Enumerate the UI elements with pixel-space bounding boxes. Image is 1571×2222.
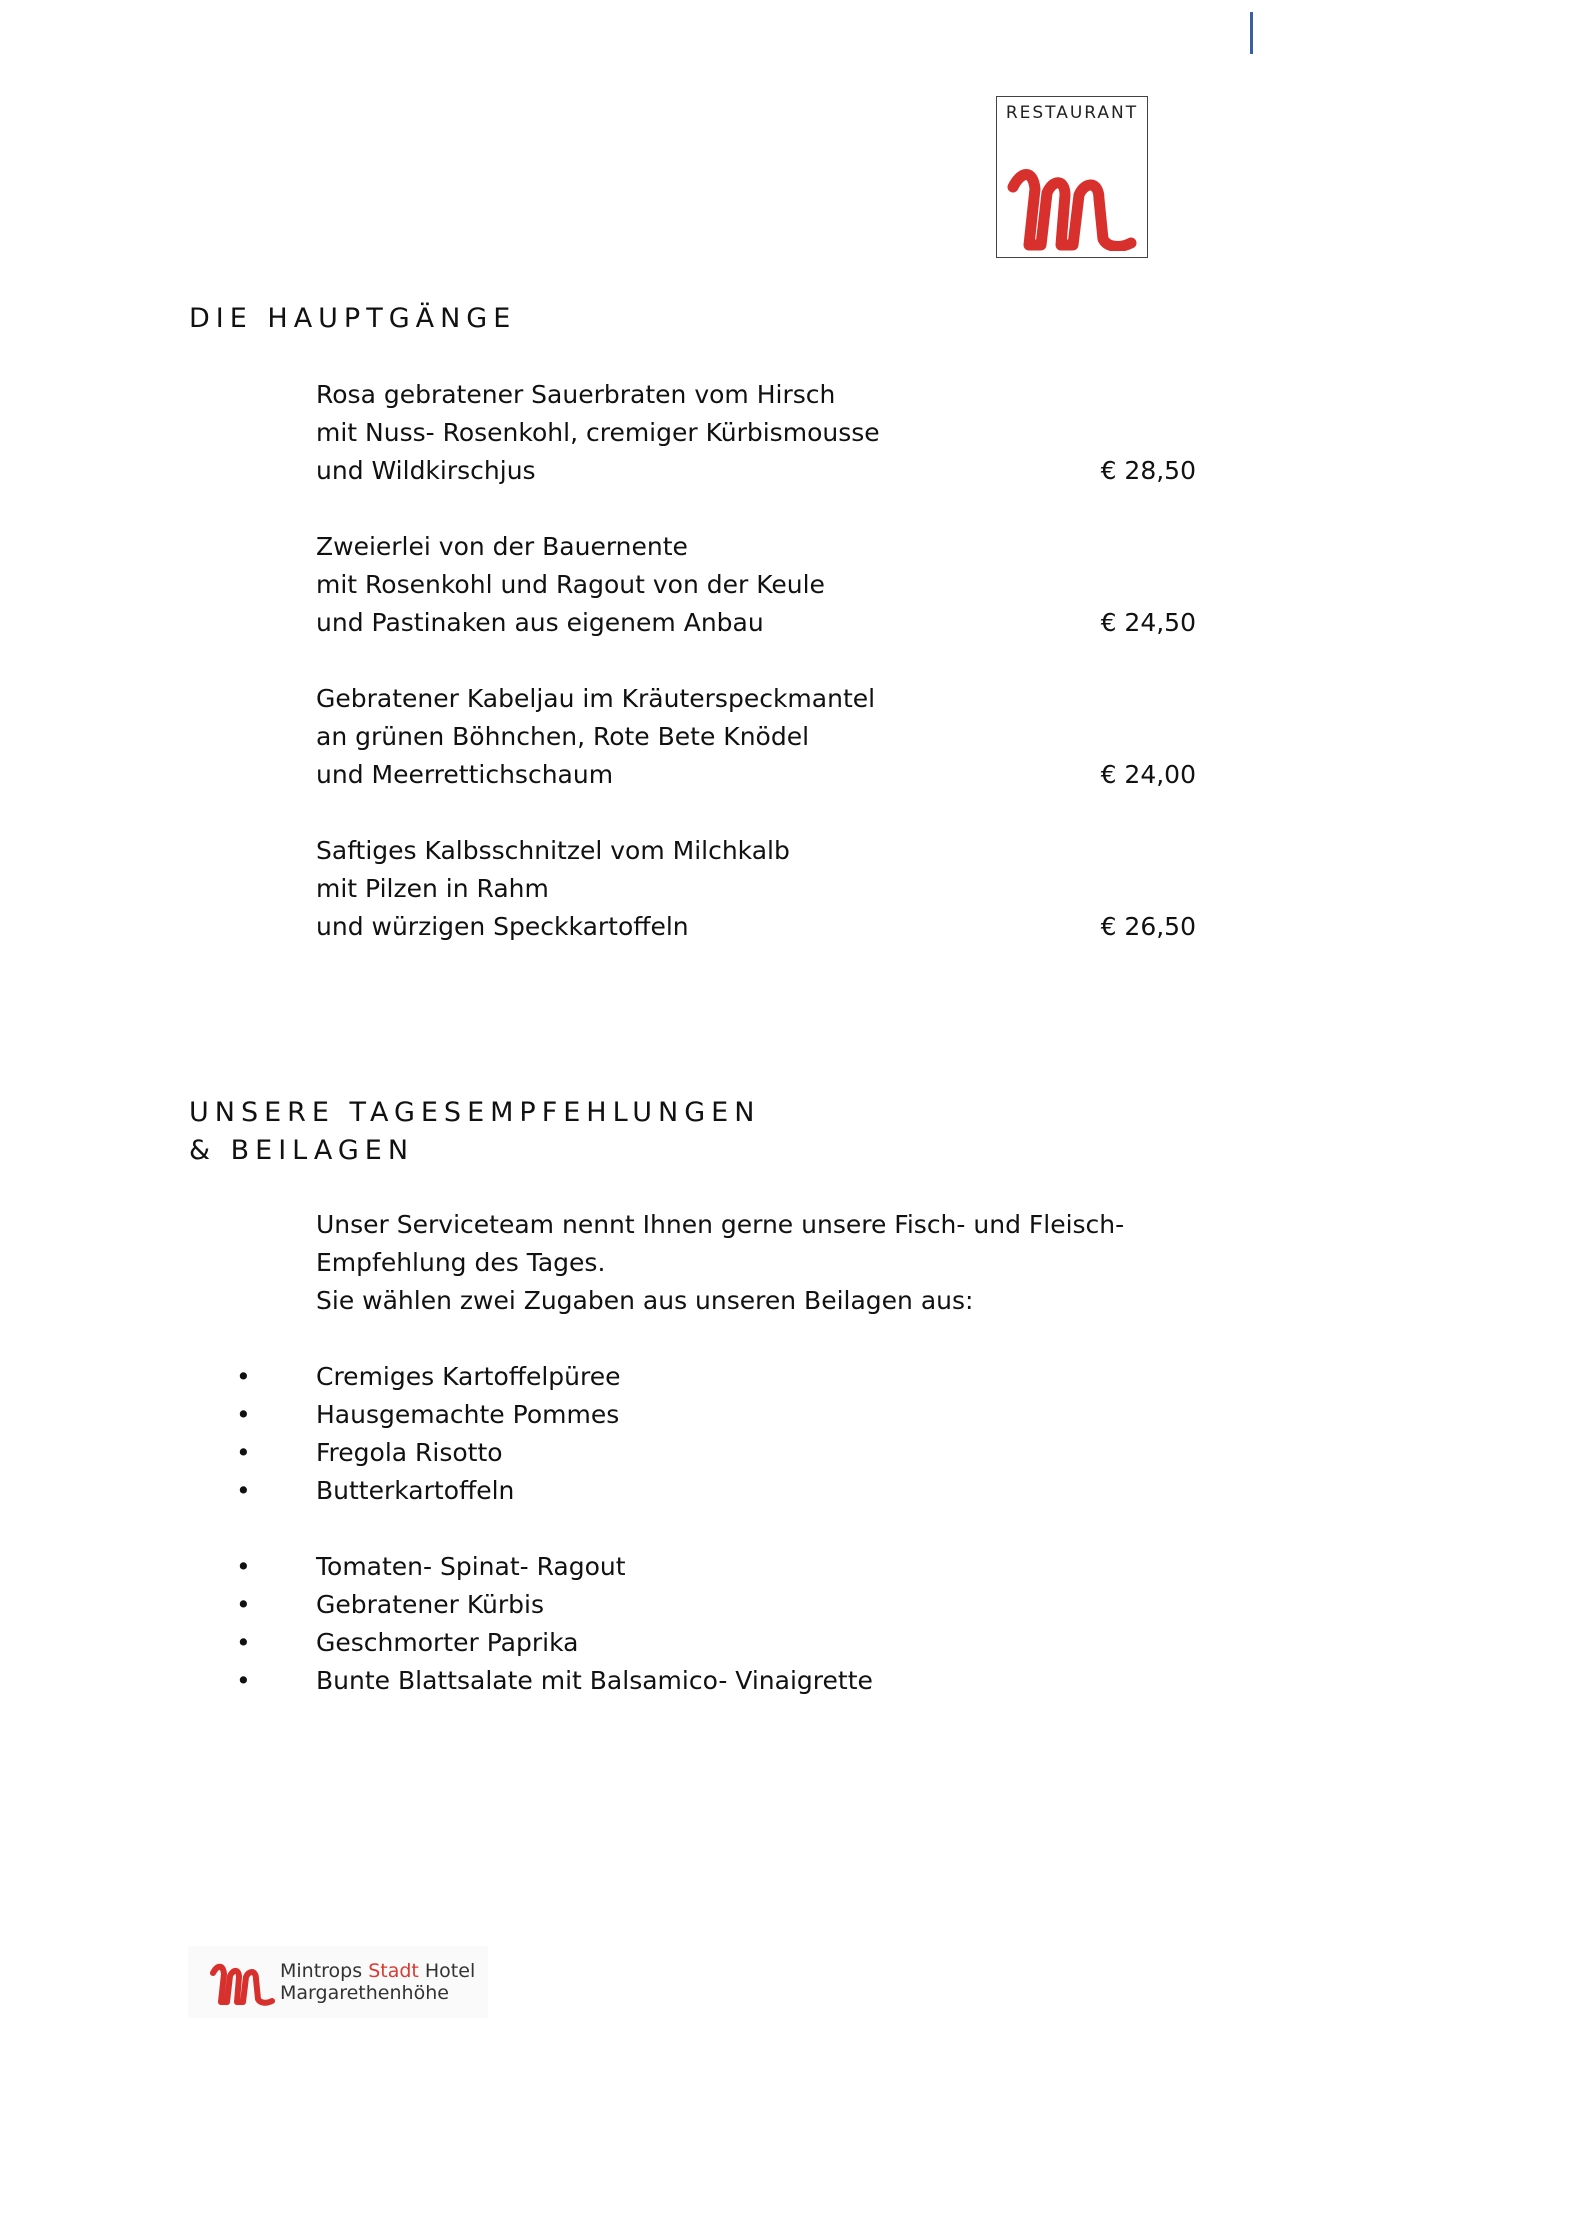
dish-item <box>316 832 1196 946</box>
dish-line: Zweierlei von der Bauernente <box>316 532 688 561</box>
bullet-icon: • <box>236 1362 251 1391</box>
intro-line: Empfehlung des Tages. <box>316 1248 606 1277</box>
dish-line: und Pastinaken aus eigenem Anbau <box>316 608 764 637</box>
list-item <box>236 1548 873 1586</box>
dish-item <box>316 528 1196 642</box>
list-item <box>236 1662 873 1700</box>
dish-line: mit Nuss- Rosenkohl, cremiger Kürbismousse <box>316 418 880 447</box>
intro-line: Sie wählen zwei Zugaben aus unseren Beilagen aus: <box>316 1286 974 1315</box>
list-item <box>236 1586 873 1624</box>
side-dish-label: Bunte Blattsalate mit Balsamico- Vinaigrette <box>316 1666 873 1695</box>
list-item <box>236 1472 621 1510</box>
dish-line: und würzigen Speckkartoffeln <box>316 912 689 941</box>
main-courses-title: DIE HAUPTGÄNGE <box>189 303 517 334</box>
dish-line: mit Pilzen in Rahm <box>316 874 549 903</box>
dish-line: und Meerrettichschaum <box>316 760 614 789</box>
recommendations-intro <box>316 1206 1124 1320</box>
dish-price: € 24,50 <box>1100 608 1196 637</box>
hotel-brand-line2: Margarethenhöhe <box>280 1982 449 2004</box>
side-dish-list <box>236 1358 621 1510</box>
hotel-brand-part: Mintrops <box>280 1960 369 1982</box>
recommendations-title <box>189 1094 760 1170</box>
hotel-brand-name <box>280 1960 475 2004</box>
list-item <box>236 1358 621 1396</box>
restaurant-logo-word: RESTAURANT <box>1005 103 1139 123</box>
dish-line: mit Rosenkohl und Ragout von der Keule <box>316 570 825 599</box>
hotel-brand-accent: Stadt <box>368 1960 419 1982</box>
list-item <box>236 1434 621 1472</box>
side-dish-label: Butterkartoffeln <box>316 1476 515 1505</box>
list-item <box>236 1396 621 1434</box>
recommendations-title-line: UNSERE TAGESEMPFEHLUNGEN <box>189 1097 761 1128</box>
dish-price: € 26,50 <box>1100 912 1196 941</box>
restaurant-logo <box>996 96 1148 258</box>
bullet-icon: • <box>236 1666 251 1695</box>
dish-item <box>316 376 1196 490</box>
bullet-icon: • <box>236 1438 251 1467</box>
dish-line: Rosa gebratener Sauerbraten vom Hirsch <box>316 380 836 409</box>
dish-line: und Wildkirschjus <box>316 456 536 485</box>
recommendations-title-line: & BEILAGEN <box>189 1135 415 1166</box>
side-dish-list <box>236 1548 873 1700</box>
hotel-brand-line1 <box>280 1960 475 1982</box>
side-dish-label: Tomaten- Spinat- Ragout <box>316 1552 626 1581</box>
m-logo-icon <box>210 1958 276 2006</box>
hotel-logo <box>188 1946 488 2018</box>
list-item <box>236 1624 873 1662</box>
bullet-icon: • <box>236 1590 251 1619</box>
side-dish-label: Gebratener Kürbis <box>316 1590 544 1619</box>
dish-line: Saftiges Kalbsschnitzel vom Milchkalb <box>316 836 790 865</box>
hotel-brand-part: Hotel <box>418 1960 476 1982</box>
m-logo-icon <box>1007 159 1139 251</box>
intro-line: Unser Serviceteam nennt Ihnen gerne unsere Fisch- und Fleisch- <box>316 1210 1125 1239</box>
side-dish-label: Geschmorter Paprika <box>316 1628 579 1657</box>
bullet-icon: • <box>236 1476 251 1505</box>
dish-item <box>316 680 1196 794</box>
bullet-icon: • <box>236 1400 251 1429</box>
bullet-icon: • <box>236 1628 251 1657</box>
dish-price: € 24,00 <box>1100 760 1196 789</box>
side-dish-label: Fregola Risotto <box>316 1438 503 1467</box>
side-dish-label: Cremiges Kartoffelpüree <box>316 1362 621 1391</box>
dish-price: € 28,50 <box>1100 456 1196 485</box>
side-dish-label: Hausgemachte Pommes <box>316 1400 620 1429</box>
dish-line: Gebratener Kabeljau im Kräuterspeckmantel <box>316 684 876 713</box>
dish-line: an grünen Böhnchen, Rote Bete Knödel <box>316 722 810 751</box>
bullet-icon: • <box>236 1552 251 1581</box>
text-cursor-mark <box>1250 12 1253 54</box>
